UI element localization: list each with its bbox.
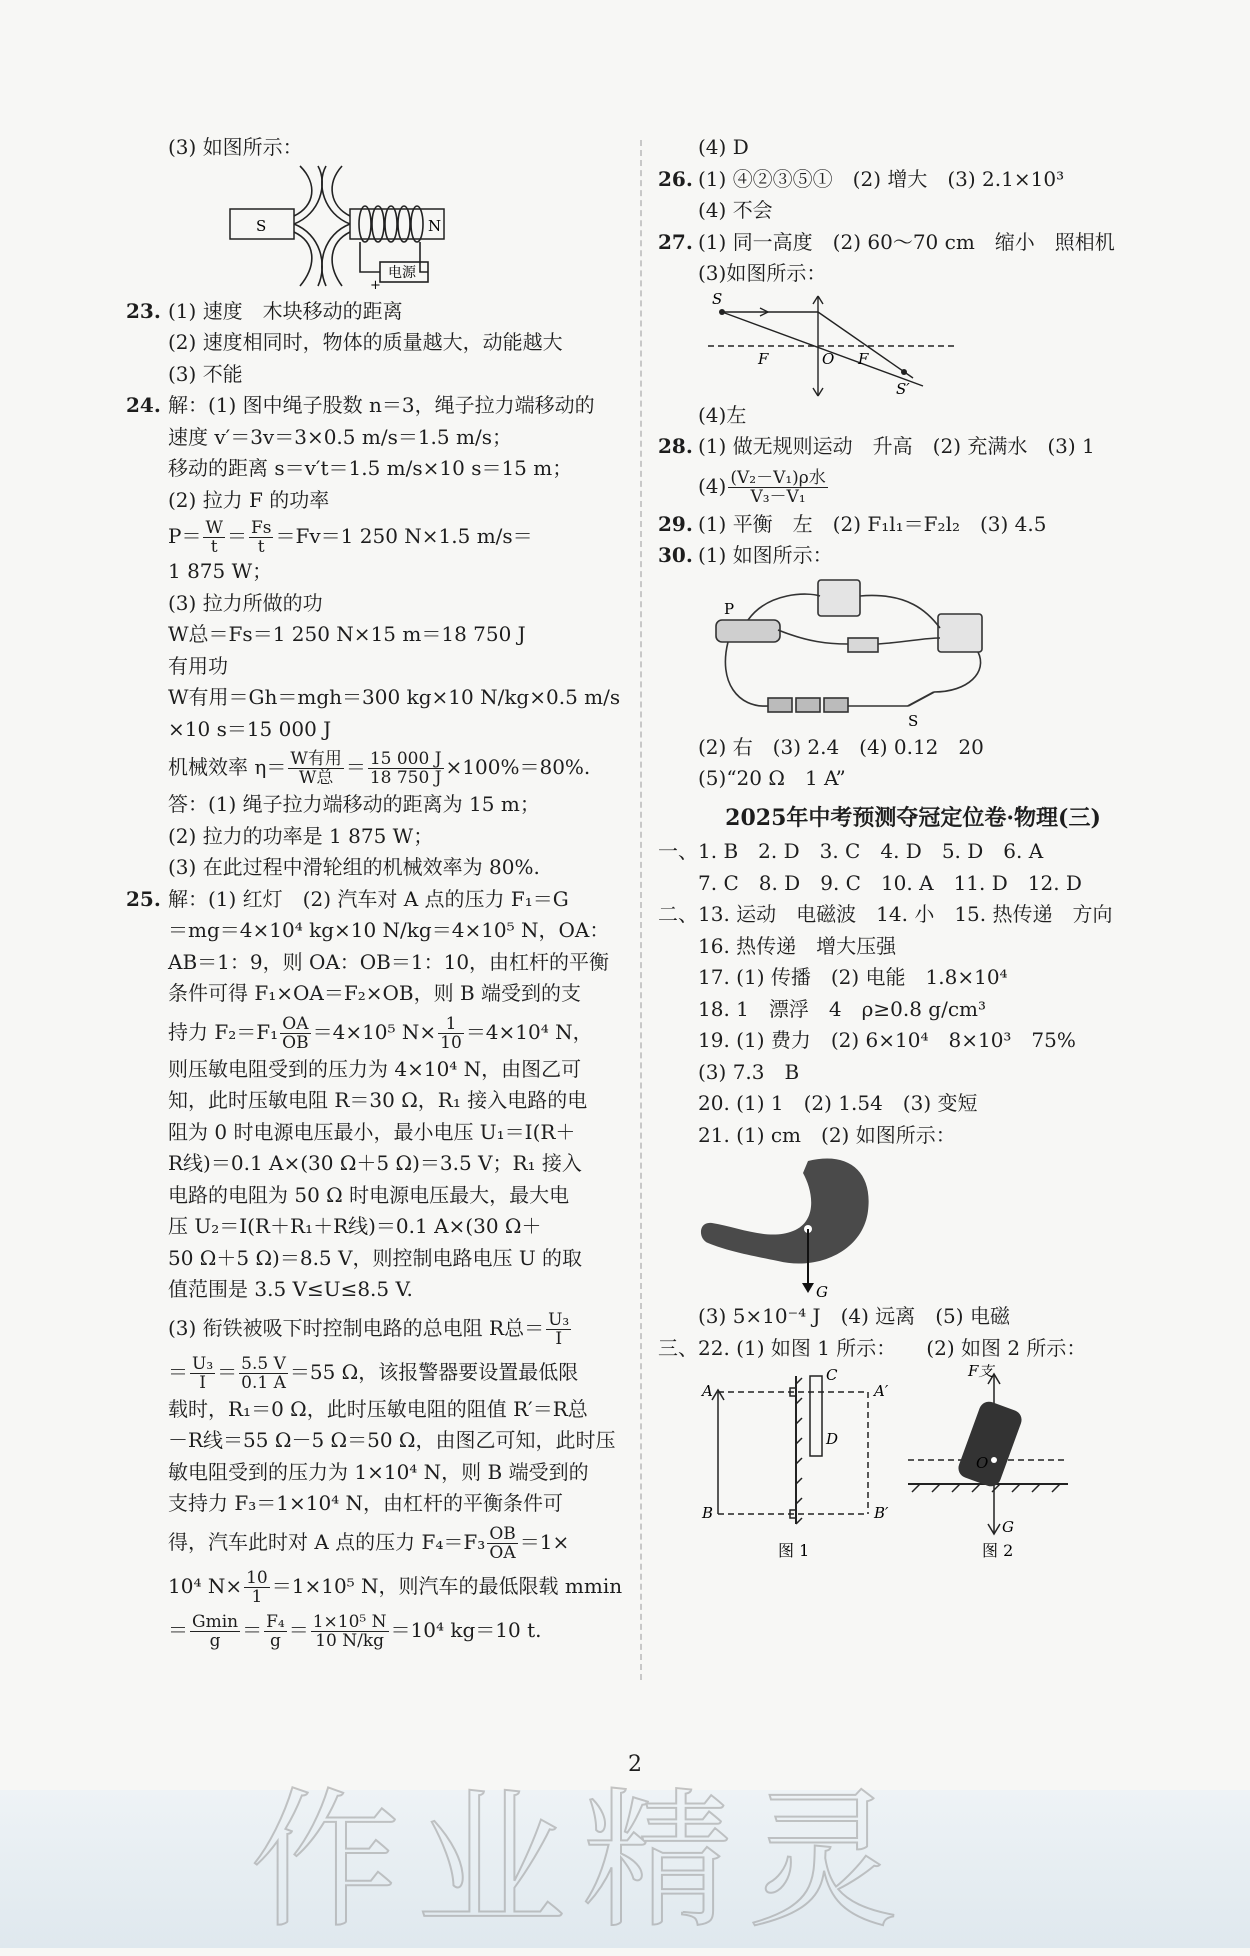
- lens-ray-diagram: [708, 290, 958, 400]
- q24: 24. 解：(1) 图中绳子股数 n＝3，绳子拉力端移动的 速度 v′＝3v＝3×0.5 m/s＝1.5 m/s； 移动的距离 s＝v′t＝1.5 m/s×10 s＝15 m； (2) 拉力 F 的功率 P＝ $\frac{W}{t}$ ＝ $\frac{Fs}{t}$ ＝Fv＝1 250 N×1.5 m/s＝ 1 875 W； (3) 拉力所做的功 W总＝Fs＝1 250 N×15 m＝18 750 J 有用功 W有用＝Gh＝mgh＝300 kg×10 N/kg×0.5 m/s ×10 s＝15 000 J 机械效率 η＝ $\frac{\text{W有用}}{\text{W总}}$ ＝ $\frac{15 000 J}{18 750 J}$ ×100%＝80%. 答：(1) 绳子拉力端移动的距离为 15 m； (2) 拉力的功率是 1 875 W； (3) 在此过程中滑轮组的机械效率为 80%.: [126, 393, 621, 879]
- svg-text:A′: A′: [874, 1382, 889, 1400]
- svg-text:D: D: [826, 1430, 839, 1448]
- column-divider: [640, 140, 642, 1680]
- fig1-caption: 图 1: [778, 1541, 810, 1560]
- svg-text:G: G: [816, 1283, 828, 1301]
- circuit-photo-figure: [708, 572, 1008, 732]
- svg-text:S: S: [908, 711, 919, 730]
- svg-text:S′: S′: [896, 379, 910, 398]
- left-column: [126, 132, 630, 1652]
- n-pole-label: N: [428, 216, 442, 235]
- q28: 28. (1) 做无规则运动 升高 (2) 充满水 (3) 1 (4) $\frac{\text{(V₂－V₁)ρ水}}{\text{V₃－V₁}}$: [658, 434, 1095, 507]
- mc-line-1: 一、1. B 2. D 3. C 4. D 5. D 6. A: [658, 839, 1044, 863]
- q25: 25. 解：(1) 红灯 (2) 汽车对 A 点的压力 F₁＝G ＝mg＝4×10⁴ kg×10 N/kg＝4×10⁵ N，OA： AB＝1：9，则 OA：OB＝1：10，由杠杆的平衡 条件可得 F₁×OA＝F₂×OB，则 B 端受到的支 持力 F₂＝F₁ $\frac{OA}{OB}$ ＝4×10⁵ N× $\frac{1}{10}$ ＝4×10⁴ N， 则压敏电阻受到的压力为 4×10⁴ N，由图乙可 知，此时压敏电阻 R＝30 Ω，R₁ 接入电路的电 阻为 0 时电源电压最小，最小电压 U₁＝I(R＋ R线)＝0.1 A×(30 Ω＋5 Ω)＝3.5 V；R₁ 接入 电路的电阻为 50 Ω 时电源电压最大，最大电 压 U₂＝I(R＋R₁＋R线)＝0.1 A×(30 Ω＋ 50 Ω＋5 Ω)＝8.5 V，则控制电路电压 U 的取 值范围是 3.5 V≤U≤8.5 V. (3) 衔铁被吸下时控制电路的总电阻 R总＝ $\frac{\text{U₃}}{I}$ ＝ $\frac{\text{U₃}}{I}$ ＝ $\frac{5.5 V}{0.1 A}$ ＝55 Ω，该报警器要设置最低限 载时，R₁＝0 Ω，此时压敏电阻的阻值 R′＝R总 －R线＝55 Ω－5 Ω＝50 Ω，由图乙可知，此时压 敏电阻受到的压力为 1×10⁴ N，则 B 端受到的 支持力 F₃＝1×10⁴ N，由杠杆的平衡条件可 得，汽车此时对 A 点的压力 F₄＝F₃ $\frac{OB}{OA}$ ＝1× 10⁴ N× $\frac{10}{1}$ ＝1×10⁵ N，则汽车的最低限载 mmin ＝ $\frac{Gmin}{g}$ ＝ $\frac{\text{F₄}}{g}$ ＝ $\frac{\text{1×10⁵ N}}{10 N/kg}$ ＝10⁴ kg＝10 t.: [126, 886, 623, 1651]
- svg-text:G: G: [1002, 1518, 1014, 1536]
- svg-text:+: +: [370, 277, 381, 293]
- svg-text:P: P: [724, 599, 735, 618]
- svg-text:B′: B′: [874, 1504, 889, 1522]
- svg-text:F: F: [758, 349, 769, 368]
- svg-text:S: S: [712, 289, 723, 308]
- fig2-caption: 图 2: [982, 1541, 1014, 1560]
- section-title: 2025年中考预测夺冠定位卷·物理(三): [725, 804, 1101, 831]
- svg-text:B: B: [702, 1504, 714, 1522]
- power-supply-label: 电源: [388, 264, 416, 281]
- mirror-figures: [698, 1364, 1168, 1564]
- svg-text:F: F: [858, 349, 869, 368]
- q26: 26. (1) ④②③⑤① (2) 增大 (3) 2.1×10³ (4) 不会: [658, 166, 1065, 222]
- stomach-force-figure: [698, 1151, 998, 1301]
- page-number: 2: [628, 1752, 642, 1777]
- svg-text:O: O: [976, 1454, 989, 1472]
- svg-text:F支: F支: [968, 1364, 994, 1380]
- q27: 27. (1) 同一高度 (2) 60～70 cm 缩小 照相机 (3)如图所示： S F O F S′ (4)左: [658, 229, 1115, 427]
- q23: 23. (1) 速度 木块移动的距离 (2) 速度相同时，物体的质量越大，动能越大 (3) 不能: [126, 298, 563, 386]
- q29: 29. (1) 平衡 左 (2) F₁l₁＝F₂l₂ (3) 4.5: [658, 511, 1047, 536]
- q25-4: (4) D: [698, 135, 749, 159]
- q22-3: (3) 如图所示：: [168, 135, 303, 159]
- svg-text:O: O: [822, 349, 835, 368]
- right-column: (4) D 26. (1) ④②③⑤① (2) 增大 (3) 2.1×10³ (4) 不会 27. (1) 同一高度 (2) 60～70 cm 缩小 照相机 (3)如图所示： S F O F S′ (4)左 28. (1) 做无规则运动 升高 (2) 充满水 (3) 1 (4) $\frac{\text{(V₂－V₁)ρ水}}{\text{V₃－V₁}}$ 29. (1) 平衡 左 (2) F₁l₁＝F₂l₂ (3) 4.5 30. (1) 如图所示： P S (2) 右 (3) 2.4 (4) 0.12 20 (5)“20 Ω 1 A” 2025年中考预测夺冠定位卷·物理(三) 一、1. B 2. D 3. C 4. D 5. D 6. A 7. C 8. D 9. C 10. A 11. D 12. D 二、13. 运动 电磁波 14. 小 15. 热传递 方向 16. 热传递 增大压强 17. (1) 传播 (2) 电能 1.8×10⁴ 18. 1 漂浮 4 ρ≥0.8 g/cm³ 19. (1) 费力 (2) 6×10⁴ 8×10³ 75% (3) 7.3 B 20. (1) 1 (2) 1.54 (3) 变短 21. (1) cm (2) 如图所示： G (3) 5×10⁻⁴ J (4) 远离 (5) 电磁 三、22. (1) 如图 1 所示： (2) 如图 2 所示： A A′ B B′ C D 图 1 F支 O G 图 2: [698, 132, 1168, 1564]
- q30: 30. (1) 如图所示： P S (2) 右 (3) 2.4 (4) 0.12 20 (5)“20 Ω 1 A”: [698, 540, 1168, 795]
- watermark-logo: 作业精灵: [250, 1775, 915, 1949]
- mc-line-2: 7. C 8. D 9. C 10. A 11. D 12. D: [698, 870, 1082, 895]
- magnet-field-figure: [220, 164, 520, 296]
- svg-text:C: C: [826, 1366, 838, 1384]
- svg-text:A: A: [702, 1382, 713, 1400]
- s-pole-label: S: [256, 216, 267, 235]
